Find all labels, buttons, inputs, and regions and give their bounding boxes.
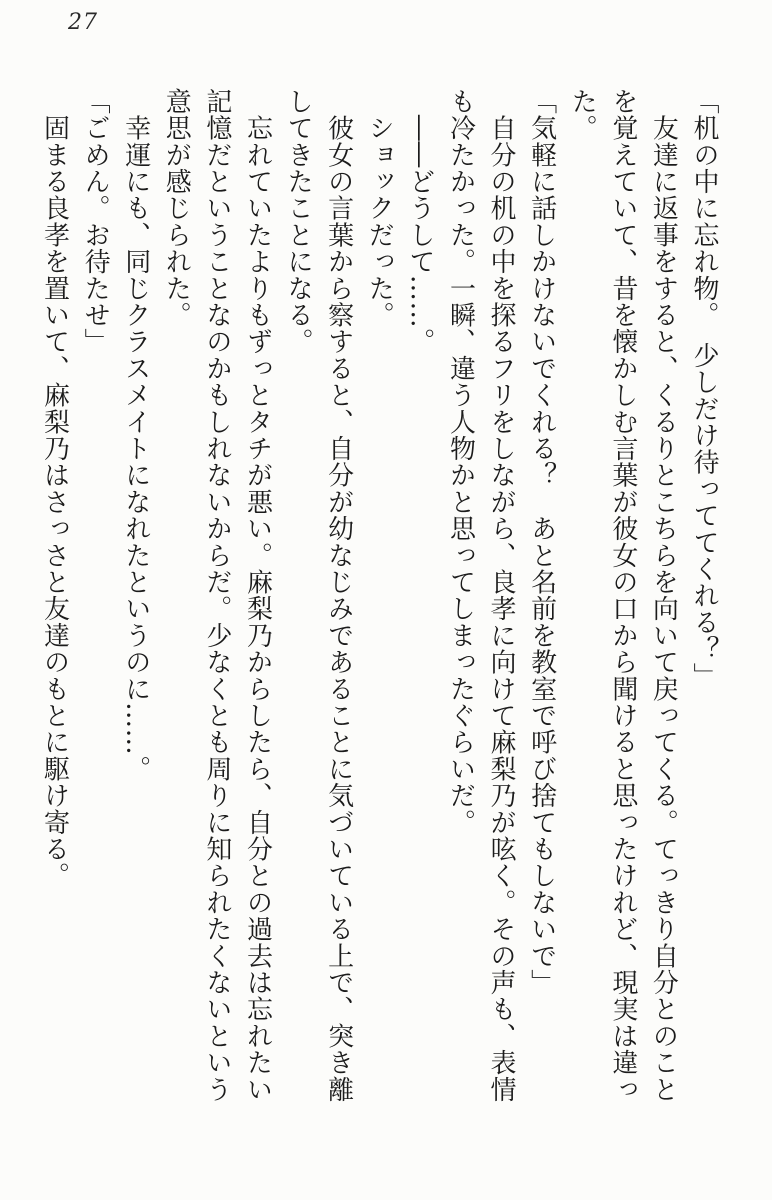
text-line: 友達に返事をすると、くるりとこちらを向いて戻ってくる。てっきり自分とのこと	[648, 88, 679, 1103]
text-line: 「気軽に話しかけないでくれる？ あと名前を教室で呼び捨てもしないで」	[526, 88, 557, 996]
text-line: 忘れていたよりもずっとタチが悪い。麻梨乃からしたら、自分との過去は忘れたい	[242, 88, 273, 1103]
text-line: 固まる良孝を置いて、麻梨乃はさっさと友達のもとに駆け寄る。	[39, 88, 70, 889]
text-line: 彼女の言葉から察すると、自分が幼なじみであることに気づいている上で、突き離	[323, 88, 354, 1103]
text-line: ショックだった。	[364, 88, 395, 329]
text-line: 「ごめん。お待たせ」	[80, 88, 111, 355]
page-number: 27	[68, 10, 98, 35]
text-line: 自分の机の中を探るフリをしながら、良孝に向けて麻梨乃が呟く。その声も、表情	[486, 88, 517, 1103]
text-columns	[34, 88, 724, 1106]
text-line: 幸運にも、同じクラスメイトになれたというのに……。	[120, 88, 151, 783]
text-line: 記憶だということなのかもしれないからだ。少なくとも周りに知られたくないという	[201, 88, 232, 1103]
text-line: を覚えていて、昔を懐かしむ言葉が彼女の口から聞けると思ったけれど、現実は違っ	[607, 88, 638, 1103]
text-line: 意思が感じられた。	[161, 88, 192, 329]
text-line: してきたことになる。	[283, 88, 314, 355]
text-line: 「机の中に忘れ物。 少しだけ待っててくれる？」	[689, 88, 719, 690]
text-line: も冷たかった。一瞬、違う人物かと思ってしまったぐらいだ。	[445, 88, 476, 836]
text-line: ――どうして……。	[404, 88, 435, 355]
text-line: た。	[567, 88, 598, 142]
